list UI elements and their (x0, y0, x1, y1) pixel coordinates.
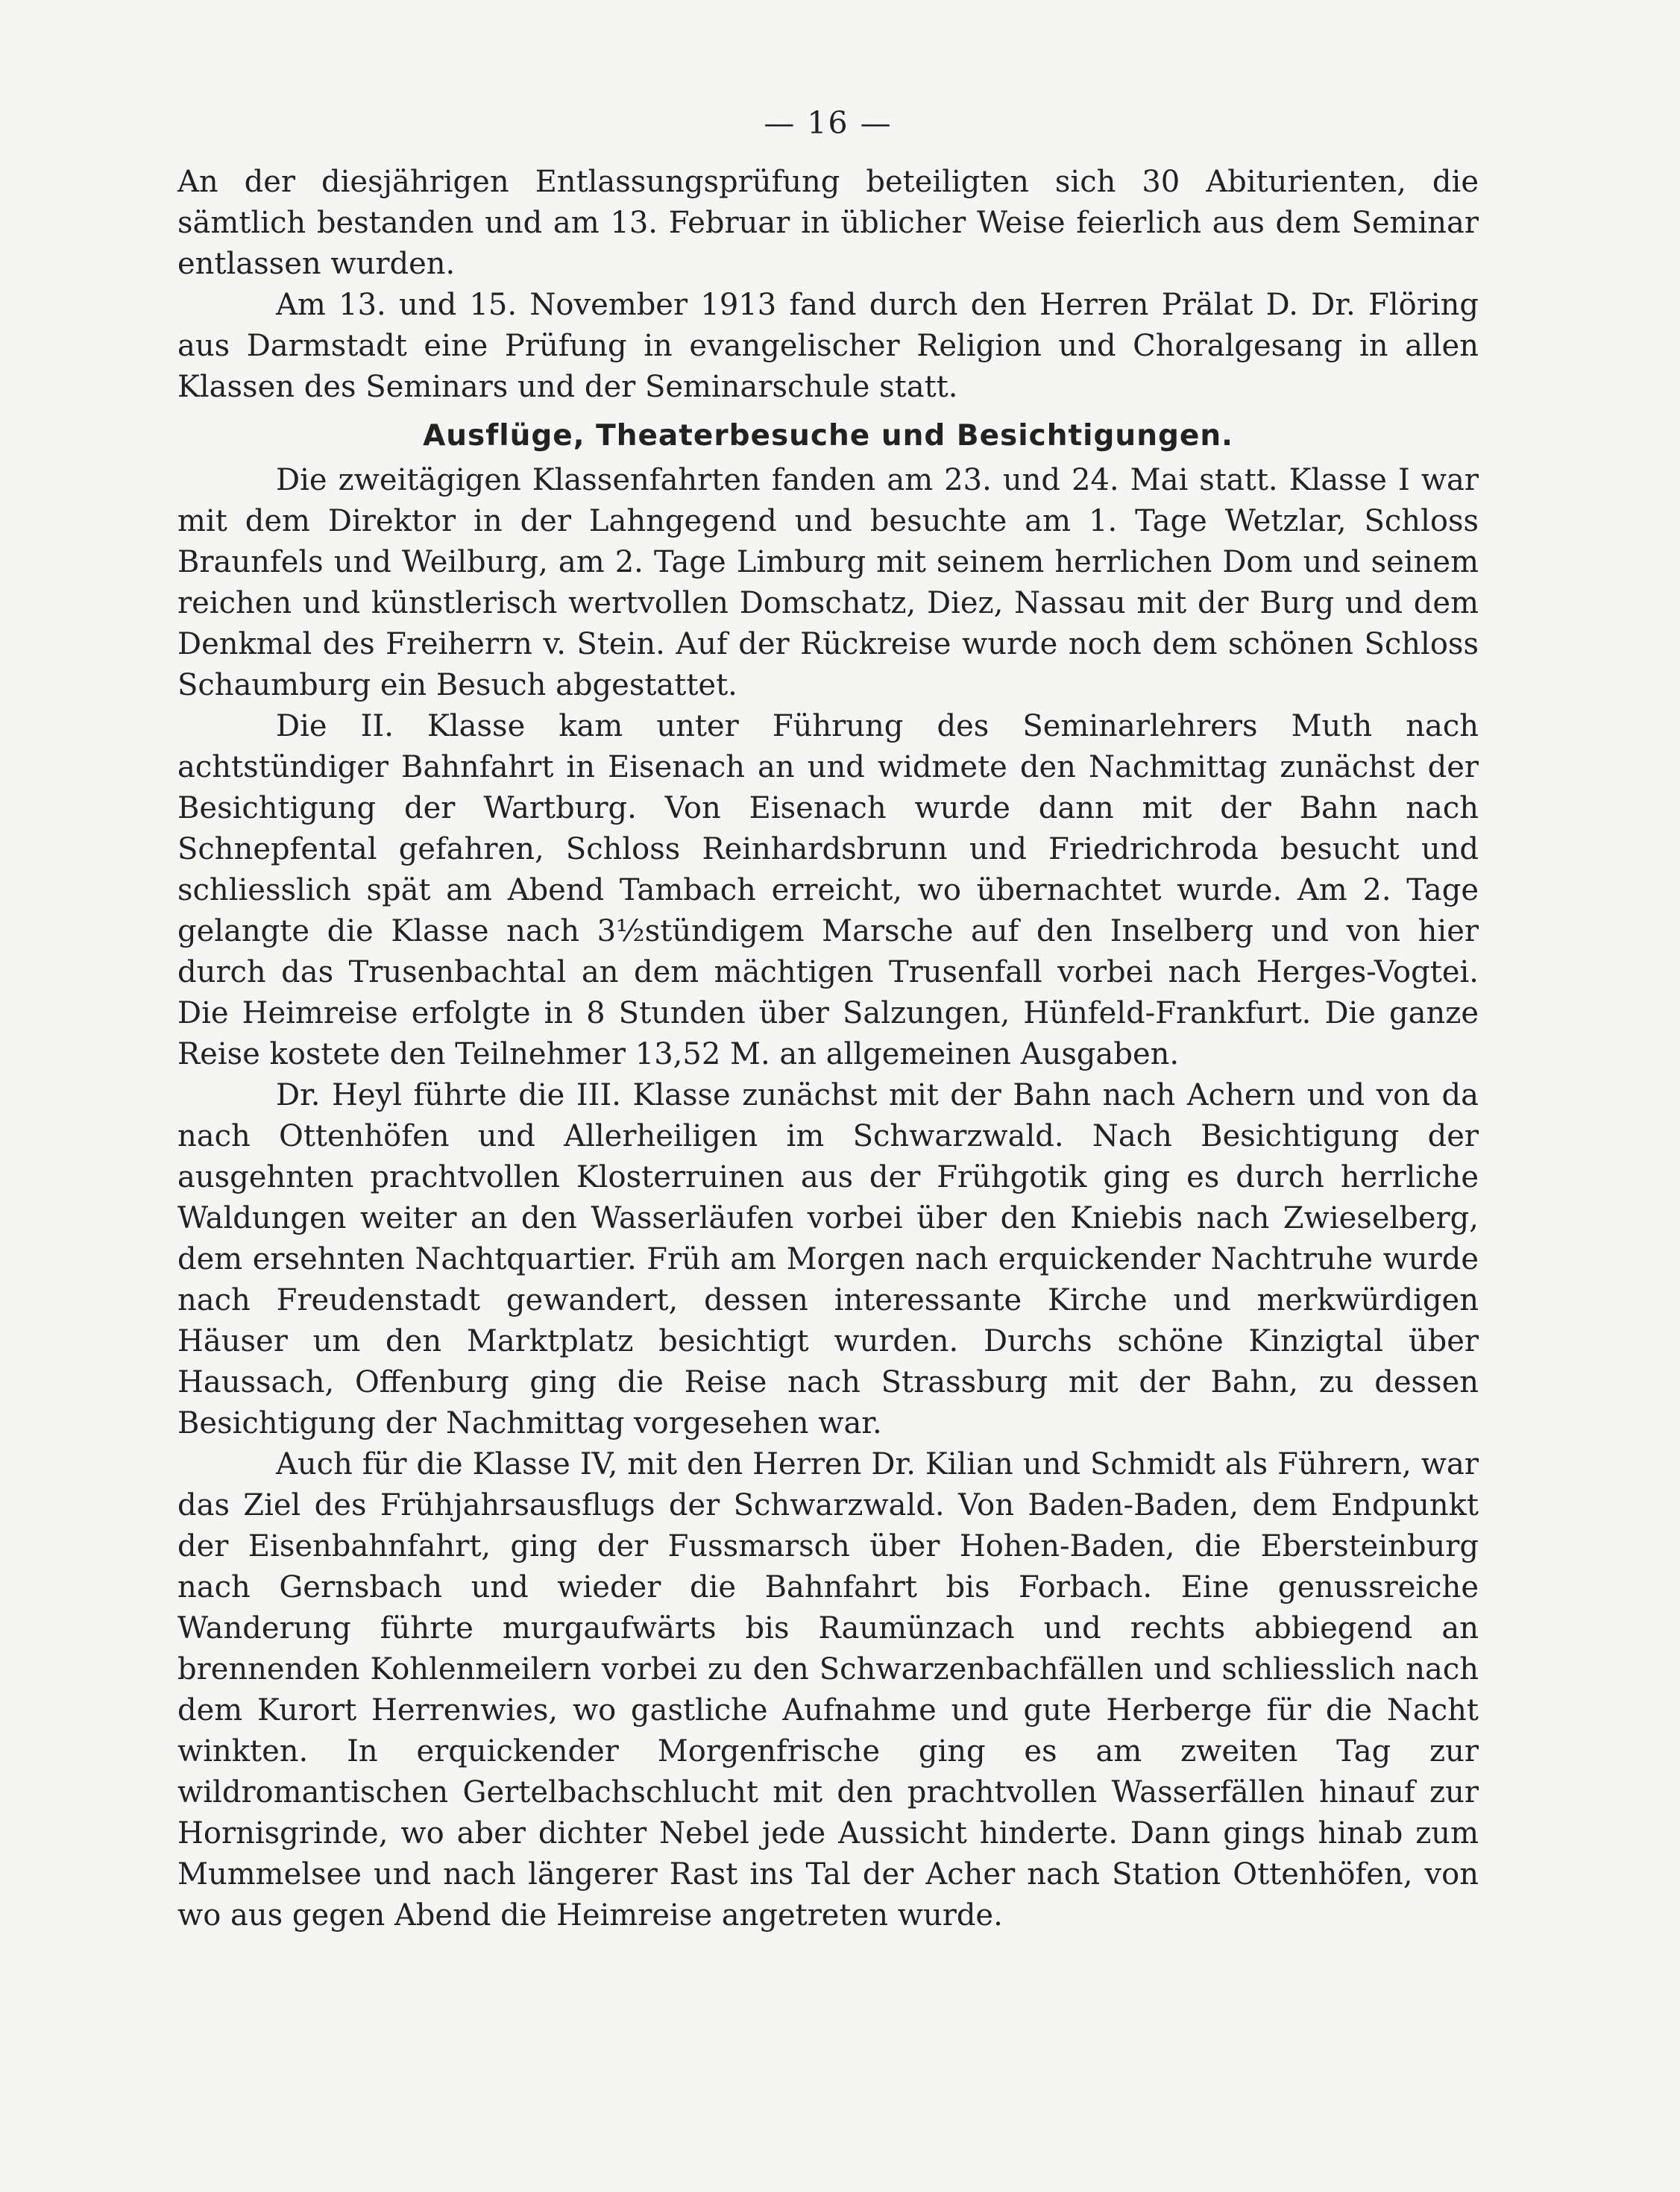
page-number: — 16 — (764, 105, 893, 141)
paragraph-class-two: Die II. Klasse kam unter Führung des Seminarlehrers Muth nach achtstündiger Bahnfahrt in Eisenach an und widmete den Nachmittag zunächst der Besichtigung der Wartburg. Von Eisenach wurde dann mit der Bahn nach Schnepfental gefahren, Schloss Reinhardsbrunn und Friedrichroda besucht und schliesslich spät am Abend Tambach erreicht, wo übernachtet wurde. Am 2. Tage gelangte die Klasse nach 3½stündigem Marsche auf den Inselberg und von hier durch das Trusenbachtal an dem mächtigen Trusenfall vorbei nach Herges-Vogtei. Die Heimreise erfolgte in 8 Stunden über Salzungen, Hünfeld-Frankfurt. Die ganze Reise kostete den Teilnehmer 13,52 M. an allgemeinen Ausgaben. (177, 709, 1479, 1071)
paragraph-inspection: Am 13. und 15. November 1913 fand durch den Herren Prälat D. Dr. Flöring aus Darmstadt eine Prüfung in evangelischer Religion und Choralgesang in allen Klassen des Seminars und der Seminarschule statt. (177, 288, 1479, 404)
paragraph-class-three: Dr. Heyl führte die III. Klasse zunächst mit der Bahn nach Achern und von da nach Ottenhöfen und Allerheiligen im Schwarzwald. Nach Besichtigung der ausgehnten prachtvollen Klosterruinen aus der Frühgotik ging es durch herrliche Waldungen weiter an den Wasserläufen vorbei über den Kniebis nach Zwieselberg, dem ersehnten Nachtquartier. Früh am Morgen nach erquickender Nachtruhe wurde nach Freudenstadt gewandert, dessen interessante Kirche und merkwürdigen Häuser um den Marktplatz besichtigt wurden. Durchs schöne Kinzigtal über Haussach, Offenburg ging die Reise nach Strassburg mit der Bahn, zu dessen Besichtigung der Nachmittag vorgesehen war. (177, 1078, 1479, 1440)
paragraph-exam: An der diesjährigen Entlassungsprüfung beteiligten sich 30 Abiturienten, die sämtlich bestanden und am 13. Februar in üblicher Weise feierlich aus dem Seminar entlassen wurden. (177, 165, 1479, 281)
text-block (177, 101, 1479, 1936)
paragraph-class-one: Die zweitägigen Klassenfahrten fanden am 23. und 24. Mai statt. Klasse I war mit dem Direktor in der Lahngegend und besuchte am 1. Tage Wetzlar, Schloss Braunfels und Weilburg, am 2. Tage Limburg mit seinem herrlichen Dom und seinem reichen und künstlerisch wertvollen Domschatz, Diez, Nassau mit der Burg und dem Denkmal des Freiherrn v. Stein. Auf der Rückreise wurde noch dem schönen Schloss Schaumburg ein Besuch abgestattet. (177, 463, 1479, 702)
paragraph-class-four: Auch für die Klasse IV, mit den Herren Dr. Kilian und Schmidt als Führern, war das Ziel des Frühjahrsausflugs der Schwarzwald. Von Baden-Baden, dem Endpunkt der Eisenbahnfahrt, ging der Fussmarsch über Hohen-Baden, die Ebersteinburg nach Gernsbach und wieder die Bahnfahrt bis Forbach. Eine genussreiche Wanderung führte murgaufwärts bis Raumünzach und rechts abbiegend an brennenden Kohlenmeilern vorbei zu den Schwarzenbachfällen und schliesslich nach dem Kurort Herrenwies, wo gastliche Aufnahme und gute Herberge für die Nacht winkten. In erquickender Morgenfrische ging es am zweiten Tag zur wildromantischen Gertelbachschlucht mit den prachtvollen Wasserfällen hinauf zur Hornisgrinde, wo aber dichter Nebel jede Aussicht hinderte. Dann gings hinab zum Mummelsee und nach längerer Rast ins Tal der Acher nach Station Ottenhöfen, von wo aus gegen Abend die Heimreise angetreten wurde. (177, 1447, 1479, 1933)
section-heading: Ausflüge, Theaterbesuche und Besichtigungen. (423, 419, 1233, 453)
